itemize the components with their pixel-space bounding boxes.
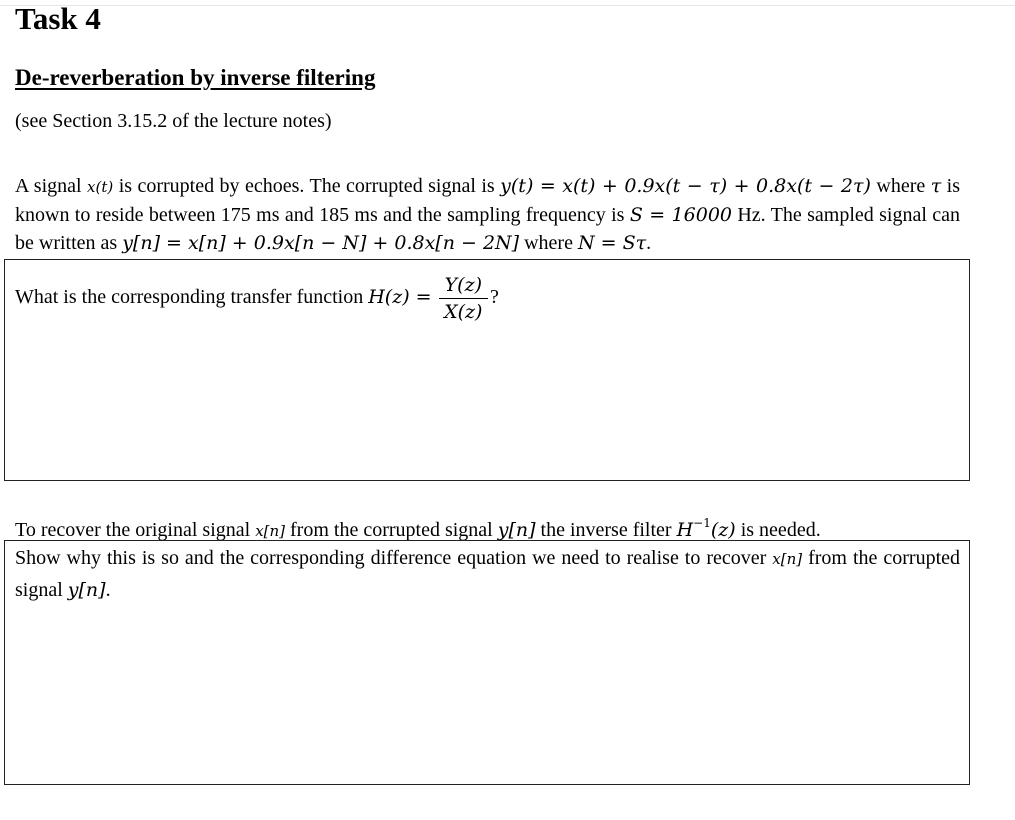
math-x-t: x(t) bbox=[87, 178, 114, 196]
task-title: Task 4 bbox=[15, 1, 101, 36]
recover-text-3: the inverse filter bbox=[540, 519, 672, 541]
math-tau: τ bbox=[930, 175, 942, 197]
top-divider bbox=[0, 5, 1015, 6]
recover-text-1: To recover the original signal bbox=[15, 519, 251, 541]
equation-sampling-frequency: S = 16000 bbox=[629, 204, 732, 226]
answer-box-difference-equation[interactable] bbox=[4, 540, 970, 785]
question1-mark: ? bbox=[490, 286, 499, 309]
recover-text-2: from the corrupted signal bbox=[290, 519, 493, 541]
intro-text-3: where bbox=[876, 175, 926, 197]
math-x-n: x[n] bbox=[255, 522, 286, 540]
math-y-n: y[n] bbox=[67, 579, 106, 601]
recover-text-4: is needed. bbox=[740, 519, 821, 541]
math-inverse-filter bbox=[676, 516, 736, 541]
question2-text-2: from the corrupted signal bbox=[15, 547, 961, 601]
problem-statement bbox=[15, 172, 960, 257]
math-x-n: x[n] bbox=[772, 550, 803, 568]
intro-text-2: is corrupted by echoes. The corrupted signal is bbox=[118, 175, 495, 197]
section-heading: De-reverberation by inverse filtering bbox=[15, 65, 376, 90]
math-h: H bbox=[676, 519, 694, 541]
intro-text-6: where bbox=[524, 232, 573, 254]
math-h-z: H(z) = bbox=[368, 286, 432, 309]
question-difference-equation bbox=[15, 543, 960, 606]
equation-discrete: y[n] = x[n] + 0.9x[n − N] + 0.8x[n − 2N] bbox=[122, 232, 520, 254]
intro-text-1: A signal bbox=[15, 175, 82, 197]
equation-n-definition: N = Sτ bbox=[577, 232, 647, 254]
fraction-numerator: Y(z) bbox=[439, 274, 488, 299]
reference-note: (see Section 3.15.2 of the lecture notes) bbox=[15, 110, 332, 132]
question2-text-1: Show why this is so and the corresponding difference equation we need to realise to recover bbox=[15, 547, 767, 569]
transfer-function-fraction bbox=[439, 274, 488, 323]
math-superscript: −1 bbox=[693, 516, 711, 530]
intro-text-4: is known to reside between 175 ms and 185 ms and the sampling frequency is bbox=[15, 175, 960, 226]
answer-box-transfer-function[interactable] bbox=[4, 259, 970, 481]
question1-text: What is the corresponding transfer function bbox=[15, 286, 364, 309]
math-y-n: y[n] bbox=[497, 519, 536, 541]
math-z-arg: (z) bbox=[710, 519, 736, 541]
question2-period: . bbox=[105, 579, 111, 601]
fraction-denominator: X(z) bbox=[444, 301, 483, 323]
intro-period: . bbox=[646, 232, 652, 254]
equation-continuous: y(t) = x(t) + 0.9x(t − τ) + 0.8x(t − 2τ) bbox=[500, 175, 871, 197]
question-transfer-function bbox=[15, 274, 499, 323]
intro-text-5: Hz. The sampled signal can be written as bbox=[15, 204, 961, 254]
